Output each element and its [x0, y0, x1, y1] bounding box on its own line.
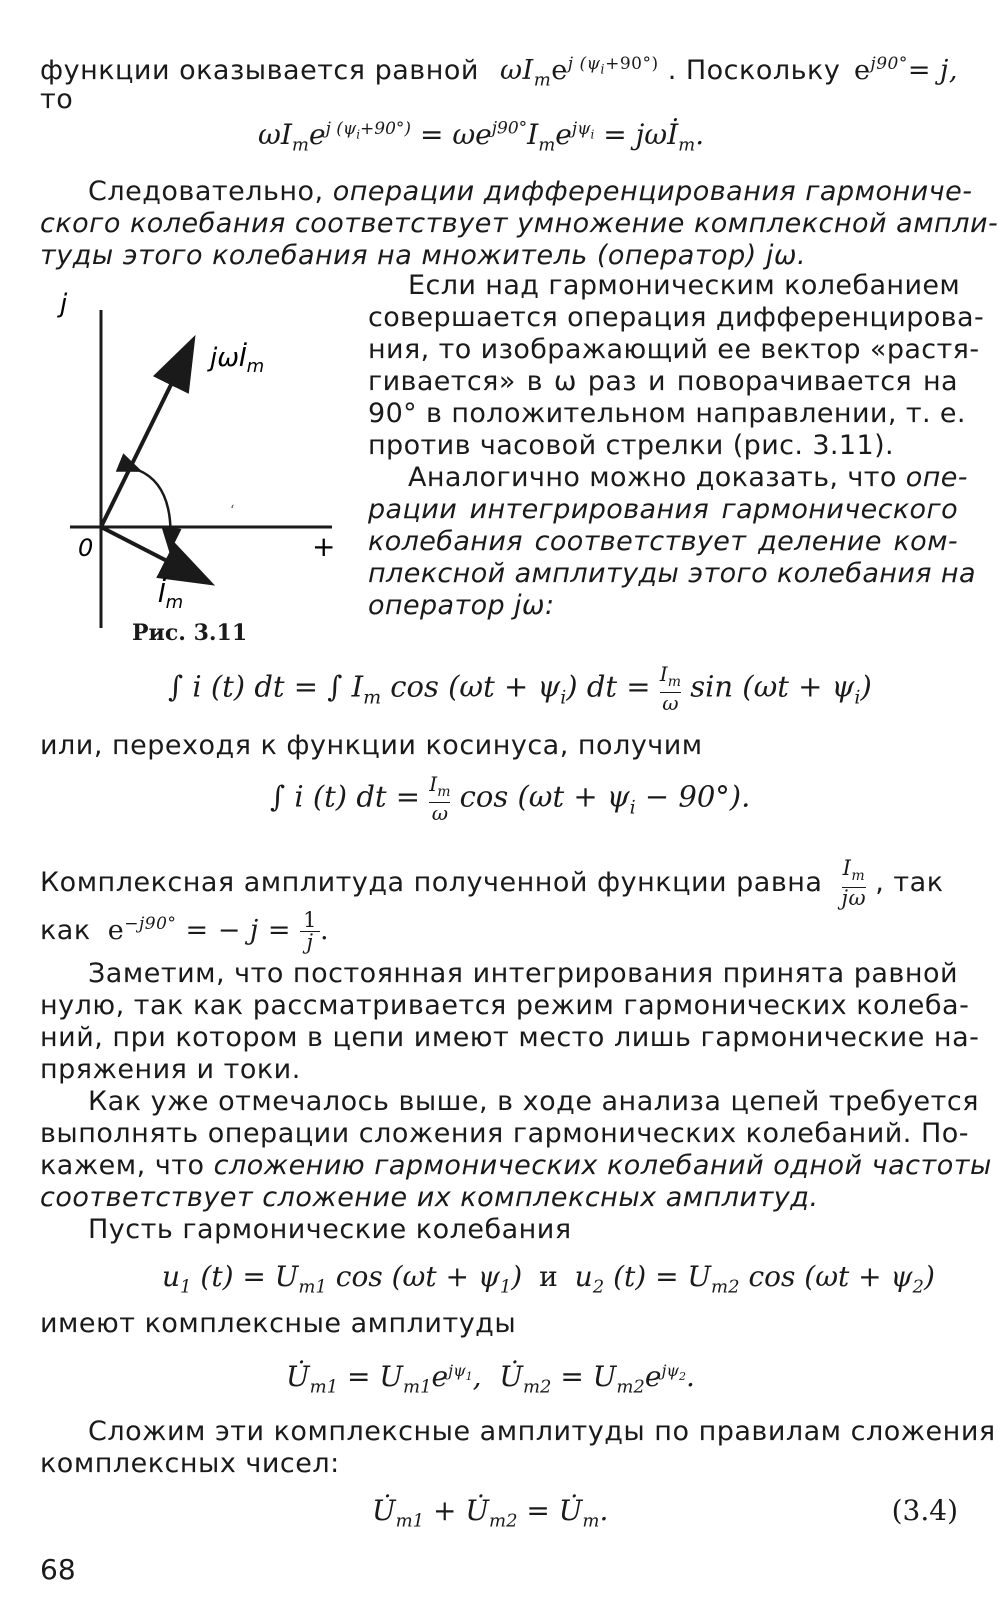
text-line — [40, 908, 958, 953]
text-line: имеют комплексные амплитуды — [40, 1308, 517, 1339]
text-fragment: Следовательно, — [88, 176, 324, 207]
figure-3-11 — [40, 280, 360, 650]
text-line: гивается» в ω раз и поворачивается на — [368, 366, 958, 397]
text-line: туды этого колебания на множитель (оператор) jω. — [40, 240, 807, 271]
text-fragment: Аналогично можно доказать, что — [408, 462, 897, 493]
text-fragment: сложению гармонических колебаний одной частоты — [213, 1150, 992, 1181]
formula-inline: $e^{j90^\circ}= j$, — [853, 54, 958, 86]
text-line: плексной амплитуды этого колебания на — [368, 558, 976, 589]
text-line: ского колебания соответствует умножение комплексной ампли- — [40, 208, 998, 239]
equation-number: (3.4) — [891, 1494, 958, 1527]
text-line: соответствует сложение их комплексных амплитуд. — [40, 1182, 819, 1213]
text-line: комплексных чисел: — [40, 1448, 340, 1479]
fraction-im-over-jw: $\frac{I_m}{j\omega}$ — [841, 856, 867, 911]
text-line: пряжения и токи. — [40, 1054, 301, 1085]
text-line: Сложим эти комплексные амплитуды по правилам сложения — [88, 1416, 996, 1447]
text-line: Если над гармоническим колебанием — [408, 270, 961, 301]
label-plus: + — [312, 530, 336, 563]
text-line — [40, 176, 973, 208]
equation-integral-2: ∫ i (t) dt = $\frac{I_m}{\omega}$ $\cos (\omega t + \psi_i - 90^\circ)$. — [270, 772, 751, 825]
text-line: рации интегрирования гармонического — [368, 494, 958, 525]
equation-sum: $U̇_{m1}$ + $U̇_{m2}$ = $U̇_m$. — [372, 1494, 609, 1532]
text-line: Как уже отмечалось выше, в ходе анализа цепей требуется — [88, 1086, 979, 1117]
vector-j-omega-im — [101, 342, 192, 527]
text-line: 90° в положительном направлении, т. е. — [368, 398, 966, 429]
figure-caption: Рис. 3.11 — [132, 620, 248, 646]
text-fragment: как — [40, 915, 91, 946]
text-line: или, переходя к функции косинуса, получим — [40, 730, 703, 761]
formula-inline: $e^{-j90^\circ}$ = − j = $\frac{1}{j}$ . — [107, 908, 330, 954]
text-line: ний, при котором в цепи имеют место лишь гармонические на- — [40, 1022, 980, 1053]
text-line: совершается операция дифференцирова- — [368, 302, 985, 333]
text-line: колебания соответствует деление ком- — [368, 526, 958, 557]
text-line — [40, 858, 958, 909]
text-line: Заметим, что постоянная интегрирования принята равной — [88, 958, 959, 989]
text-fragment: кажем, что — [40, 1150, 205, 1181]
text-line: Пусть гармонические колебания — [88, 1214, 572, 1245]
label-vector-bottom: $İ_m$ — [158, 579, 184, 613]
text-line: выполнять операции сложения гармонических колебаний. По- — [40, 1118, 970, 1149]
text-fragment: Комплексная амплитуда полученной функции равна — [40, 867, 823, 899]
label-j: j — [60, 289, 68, 319]
page-number: 68 — [40, 1553, 76, 1586]
text-fragment: , так — [875, 867, 944, 899]
text-line: нулю, так как рассматривается режим гармонических колеба- — [40, 990, 970, 1021]
text-fragment: функции оказывается равной — [40, 55, 479, 86]
text-line: ния, то изображающий ее вектор «растя- — [368, 334, 980, 365]
text-fragment: то — [40, 84, 74, 115]
text-line — [368, 462, 968, 493]
label-vector-top: jωİ$_m$ — [210, 343, 265, 377]
label-origin: 0 — [78, 534, 94, 562]
equation-integral-1: ∫ i (t) dt = ∫ $I_m$ $\cos (\omega t + \psi_i)$ dt = $\frac{I_m}{\omega}$ $\sin (\omega t + \psi_i)$ — [168, 662, 872, 715]
text-fragment: опе- — [905, 462, 968, 493]
text-line — [40, 1150, 992, 1182]
equation-complex-amplitudes: $U̇_{m1} = U_{m1}e^{j\psi_1}$, $U̇_{m2} = U_{m2}e^{j\psi_2}$. — [286, 1360, 695, 1398]
vector-im — [101, 527, 208, 582]
text-line: оператор jω: — [368, 590, 555, 621]
text-line: против часовой стрелки (рис. 3.11). — [368, 430, 894, 461]
svg-text:‘: ‘ — [230, 503, 235, 519]
equation-derivative: $\omega I_me^{j (\psi_i+90^\circ)} = \omega e^{j90^\circ}I_me^{j\psi_i}$ = jωİ$_m$. — [258, 118, 705, 156]
text-fragment: . Поскольку — [667, 55, 841, 86]
rotation-arc — [138, 470, 171, 548]
text-line — [40, 84, 958, 116]
equation-harmonics: $u_1$ $(t) = U_{m1}$ $\cos (\omega t + \psi_1)$ и $u_2$ $(t) = U_{m2}$ $\cos (\omega t + \psi_2)$ — [162, 1260, 935, 1298]
formula-inline: $\omega I_me^{j (\psi_i+90^\circ)}$ — [500, 54, 659, 91]
text-fragment: операции дифференцирования гармониче- — [332, 176, 973, 207]
